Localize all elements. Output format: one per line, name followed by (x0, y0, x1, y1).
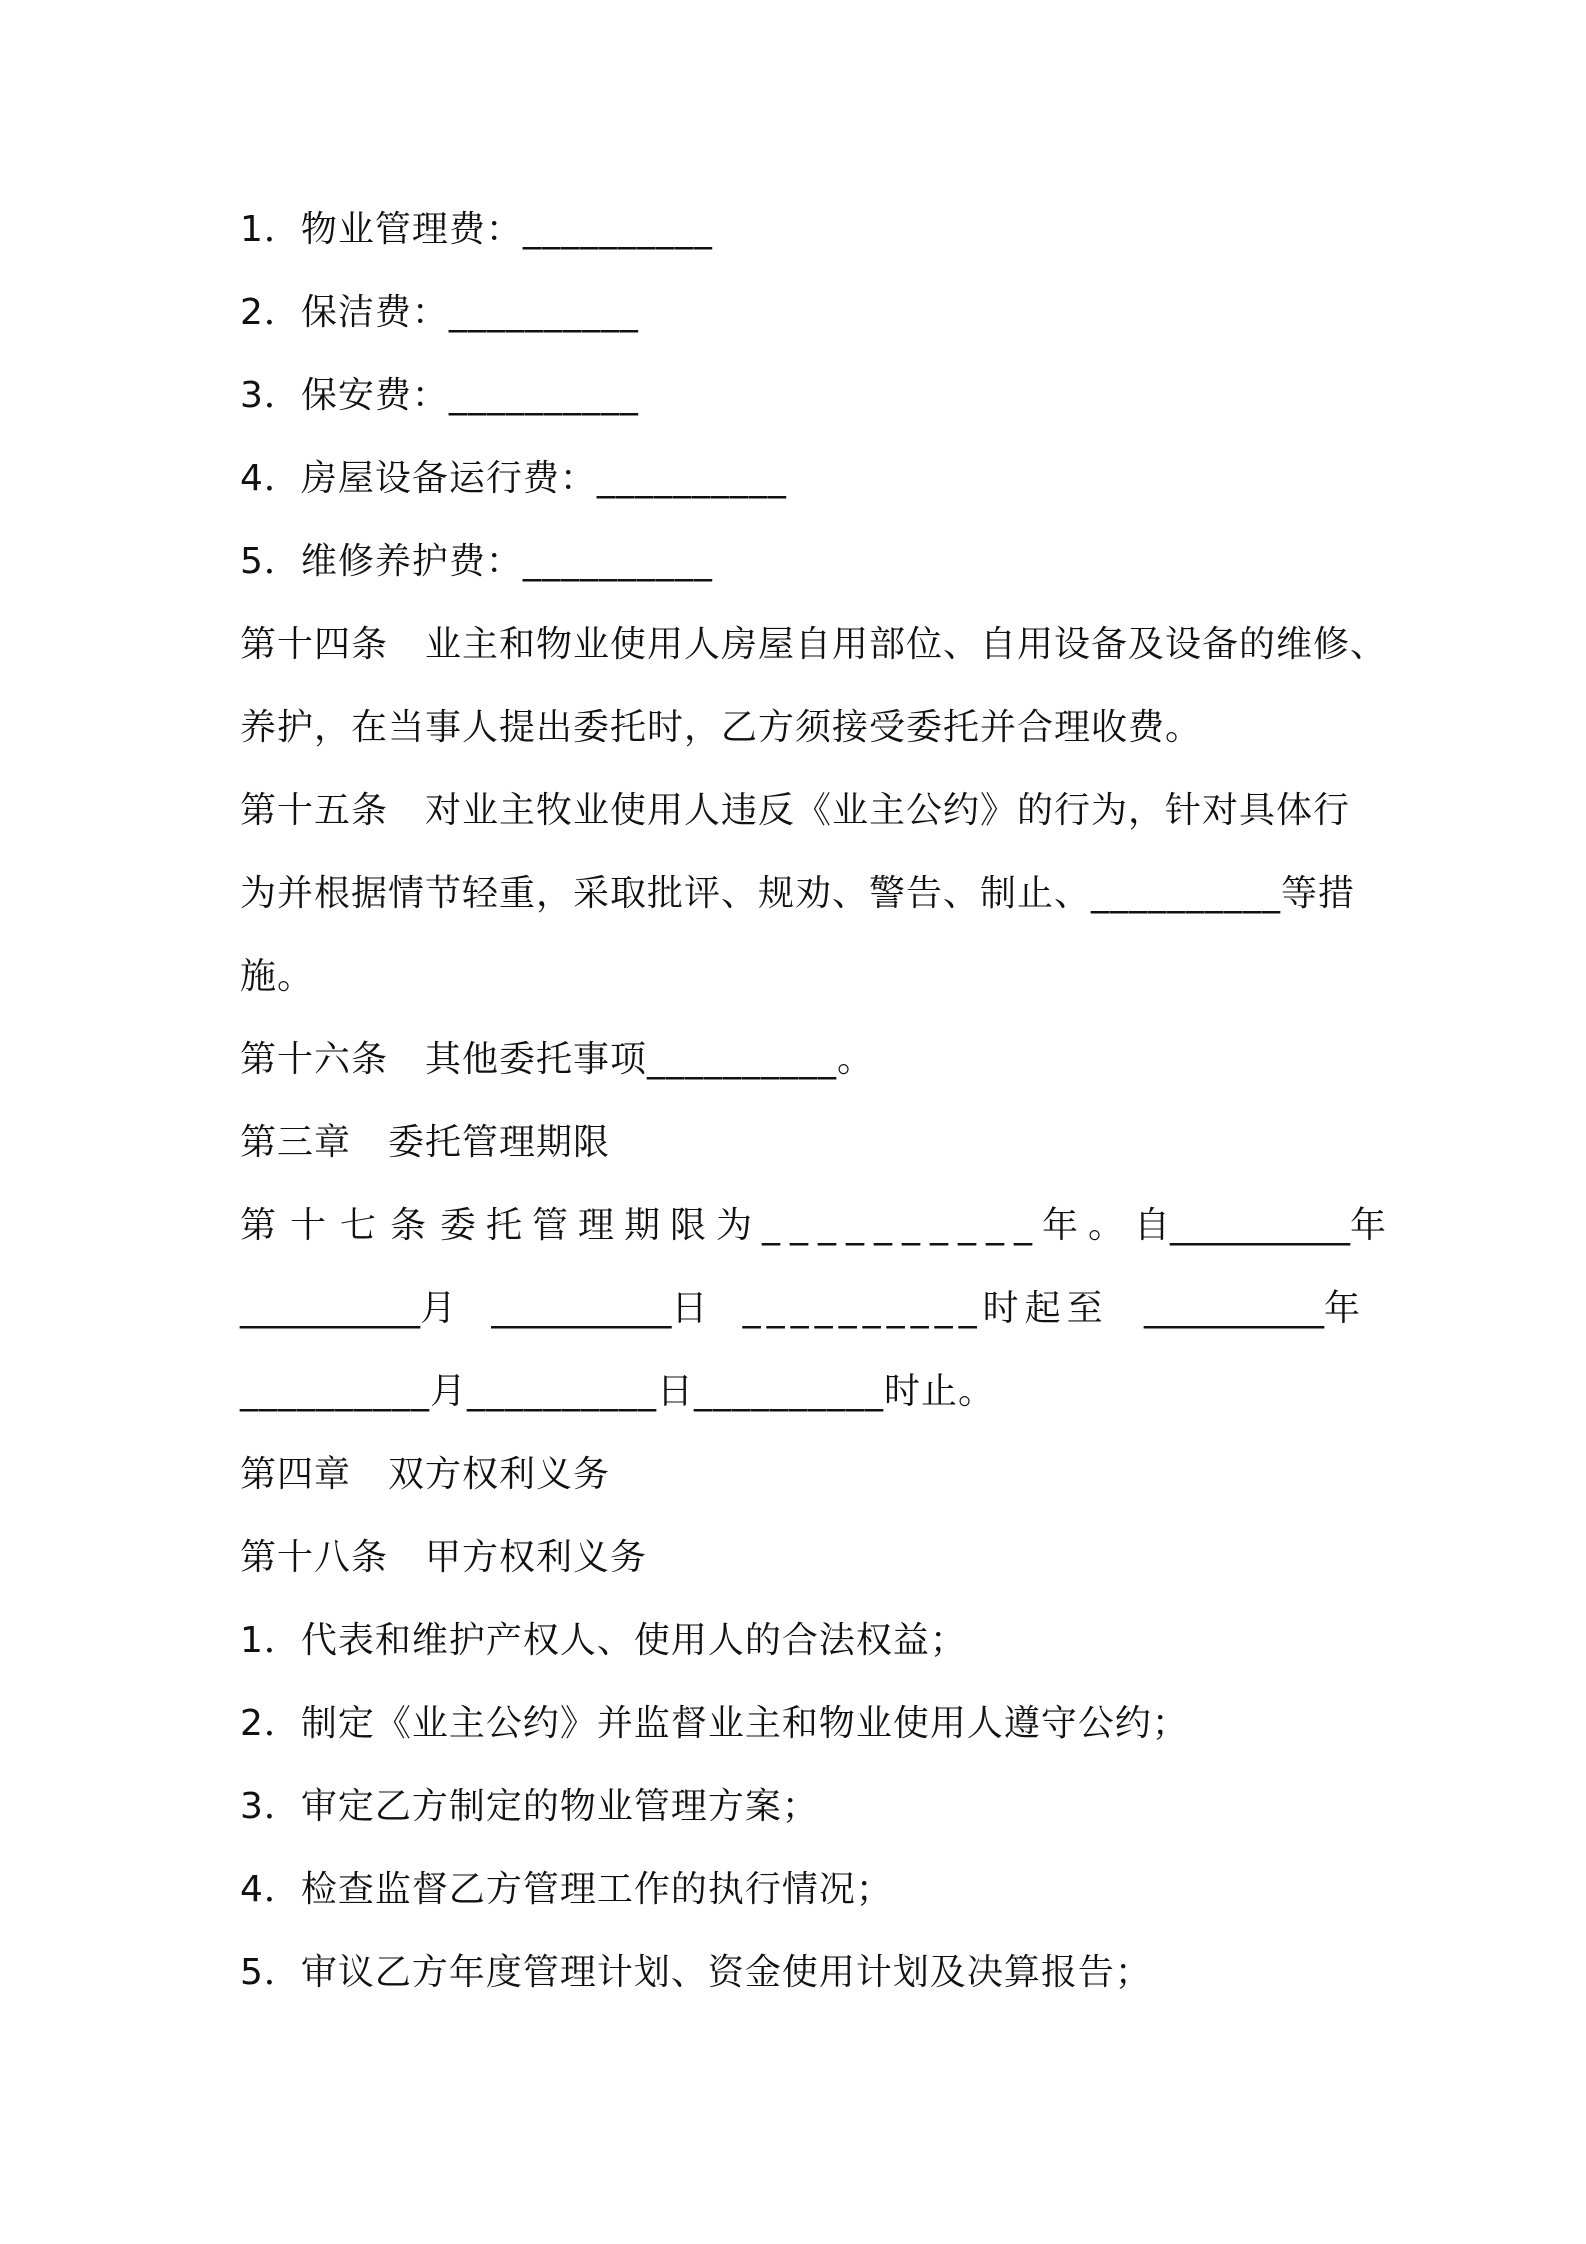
chapter-3-heading: 第三章 委托管理期限 (240, 1122, 611, 1163)
article-14-line-2: 养护，在当事人提出委托时，乙方须接受委托并合理收费。 (240, 707, 1203, 748)
chapter-4-heading: 第四章 双方权利义务 (240, 1454, 611, 1495)
article-18-heading: 第十八条 甲方权利义务 (240, 1537, 648, 1578)
article-15-line-2: 为并根据情节轻重，采取批评、规劝、警告、制止、__________等措 (240, 873, 1356, 914)
article-17-line-1 (240, 1201, 1387, 1251)
article-14-line-1: 第十四条 业主和物业使用人房屋自用部位、自用设备及设备的维修、 (240, 624, 1388, 665)
party-a-duty-5: 5．审议乙方年度管理计划、资金使用计划及决算报告； (240, 1952, 1152, 1993)
party-a-duty-3: 3．审定乙方制定的物业管理方案； (240, 1786, 819, 1827)
article-17-start-hour: __________时起至 (742, 1288, 1109, 1329)
fee-item-security: 3．保安费：__________ (240, 375, 639, 416)
fee-item-equipment-operation: 4．房屋设备运行费：__________ (240, 458, 787, 499)
party-a-duty-2: 2．制定《业主公约》并监督业主和物业使用人遵守公约； (240, 1703, 1189, 1744)
party-a-duty-4: 4．检查监督乙方管理工作的执行情况； (240, 1869, 893, 1910)
article-17-start-day: __________日 (491, 1288, 708, 1329)
article-17-start-month: __________月 (240, 1288, 457, 1329)
article-15-line-1: 第十五条 对业主牧业使用人违反《业主公约》的行为，针对具体行 (240, 790, 1351, 831)
article-17-line-2 (240, 1284, 1360, 1334)
article-17-start-year: 自__________年 (1134, 1205, 1387, 1246)
fee-item-cleaning: 2．保洁费：__________ (240, 292, 639, 333)
fee-item-maintenance: 5．维修养护费：__________ (240, 541, 713, 582)
article-17-line-3: __________月__________日__________时止。 (240, 1371, 996, 1412)
article-16: 第十六条 其他委托事项__________。 (240, 1039, 875, 1080)
article-17-term: 委托管理期限为__________年。 (440, 1205, 1135, 1246)
fee-item-property-management: 1．物业管理费：__________ (240, 209, 713, 250)
party-a-duty-1: 1．代表和维护产权人、使用人的合法权益； (240, 1620, 967, 1661)
article-17-end-year: __________年 (1143, 1288, 1360, 1329)
article-17-label: 第十七条 (240, 1205, 441, 1246)
article-15-line-3: 施。 (240, 956, 315, 997)
